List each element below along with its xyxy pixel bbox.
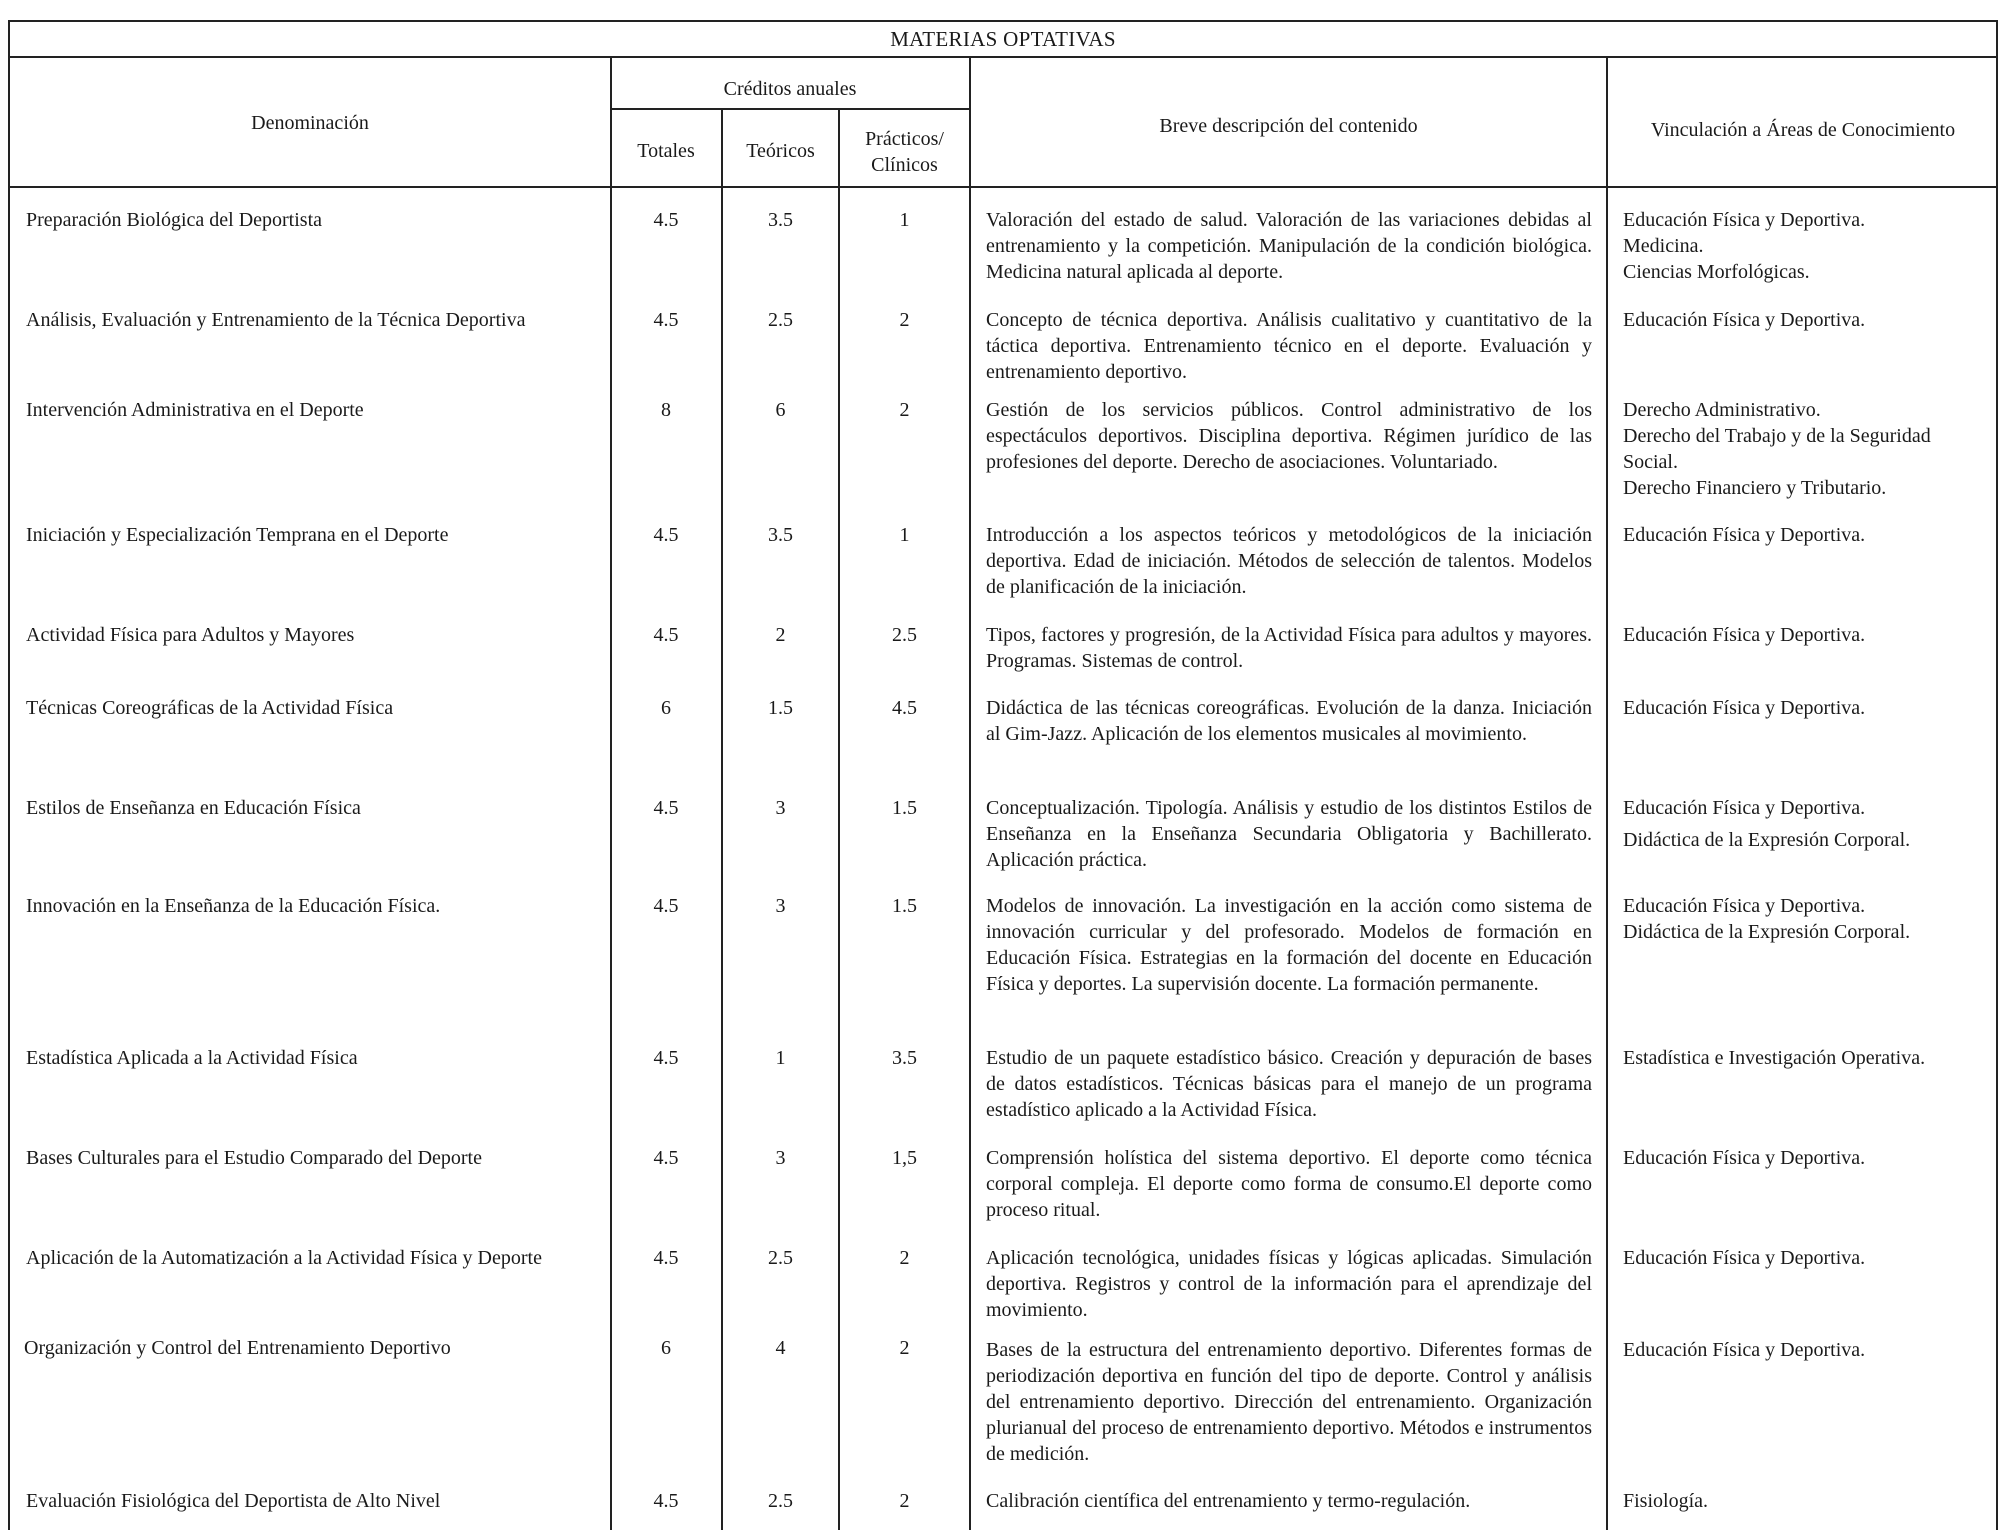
row-areas [1623,307,1993,333]
row-teoricos: 1 [775,1047,786,1069]
row-practicos: 2 [899,399,910,421]
row-name: Bases Culturales para el Estudio Comparado del Deporte [26,1147,482,1169]
row-totales: 4.5 [653,624,679,646]
row-areas [1623,1488,1993,1514]
row-description: Modelos de innovación. La investigación en la acción como sistema de innovación curricular y del profesorado. Modelos de formación en Educación Física. Estrategias en la formación del docente en Educación Física y deportes. La supervisión docente. La formación permanente. [986,895,1592,995]
row-teoricos: 3 [775,797,786,819]
row-areas [1623,622,1993,648]
header-practicos [840,126,969,178]
row-totales: 4.5 [653,524,679,546]
row-totales: 4.5 [653,1147,679,1169]
row-name: Estadística Aplicada a la Actividad Física [26,1047,358,1069]
row-name: Estilos de Enseñanza en Educación Física [26,797,361,819]
area-item: Ciencias Morfológicas. [1623,261,1810,283]
row-totales: 4.5 [653,797,679,819]
header-creditos: Créditos anuales [723,78,857,100]
header-totales: Totales [637,140,695,162]
header-denominacion: Denominación [251,112,369,134]
row-areas [1623,893,1993,945]
row-practicos: 1 [899,524,910,546]
row-practicos: 1 [899,209,910,231]
area-item: Social. [1623,451,1678,473]
col-divider-4 [969,56,971,1530]
row-totales: 4.5 [653,895,679,917]
row-description: Conceptualización. Tipología. Análisis y estudio de los distintos Estilos de Enseñanza en la Enseñanza Secundaria Obligatoria y Bachillerato. Aplicación práctica. [986,797,1592,871]
row-practicos: 2 [899,1337,910,1359]
row-areas [1623,795,1993,853]
row-name: Técnicas Coreográficas de la Actividad Física [26,697,394,719]
area-item: Derecho del Trabajo y de la Seguridad [1623,425,1931,447]
row-practicos: 2 [899,1490,910,1512]
area-item: Educación Física y Deportiva. [1623,209,1866,231]
row-practicos: 1,5 [892,1147,917,1169]
row-name: Actividad Física para Adultos y Mayores [26,624,355,646]
row-teoricos: 1.5 [768,697,793,719]
row-teoricos: 2.5 [768,309,793,331]
area-item: Educación Física y Deportiva. [1623,524,1866,546]
area-item: Didáctica de la Expresión Corporal. [1623,829,1911,851]
area-item: Derecho Administrativo. [1623,399,1821,421]
row-description: Calibración científica del entrenamiento y termo-regulación. [986,1490,1471,1512]
area-item: Educación Física y Deportiva. [1623,697,1866,719]
area-item: Educación Física y Deportiva. [1623,797,1866,819]
header-descripcion: Breve descripción del contenido [1159,115,1418,137]
row-teoricos: 3.5 [768,209,793,231]
row-description: Bases de la estructura del entrenamiento deportivo. Diferentes formas de periodización deportiva en función del tipo de deporte. Control y análisis del entrenamiento deportivo. Dirección del entrenamiento. Organización plurianual del proceso de entrenamiento deportivo. Métodos e instrumentos de medición. [986,1339,1592,1465]
row-teoricos: 2 [775,624,786,646]
creditos-divider [611,108,970,110]
row-areas [1623,1145,1993,1171]
area-item: Educación Física y Deportiva. [1623,309,1866,331]
row-practicos: 1.5 [892,797,917,819]
row-teoricos: 4 [775,1337,786,1359]
row-name: Organización y Control del Entrenamiento Deportivo [24,1337,451,1359]
row-practicos: 2 [899,1247,910,1269]
area-item: Educación Física y Deportiva. [1623,895,1866,917]
row-areas [1623,397,1993,501]
row-name: Análisis, Evaluación y Entrenamiento de la Técnica Deportiva [26,309,526,331]
area-item: Educación Física y Deportiva. [1623,1339,1866,1361]
row-practicos: 2.5 [892,624,917,646]
row-teoricos: 6 [775,399,786,421]
row-totales: 4.5 [653,1047,679,1069]
col-divider-5 [1606,56,1608,1530]
row-name: Intervención Administrativa en el Deporte [26,399,364,421]
header-vinculacion: Vinculación a Áreas de Conocimiento [1650,119,1956,141]
row-name: Aplicación de la Automatización a la Actividad Física y Deporte [26,1247,542,1269]
row-name: Innovación en la Enseñanza de la Educación Física. [26,895,441,917]
row-practicos: 4.5 [892,697,917,719]
header-bottom-divider [8,186,1998,188]
area-item: Didáctica de la Expresión Corporal. [1623,921,1911,943]
row-practicos: 1.5 [892,895,917,917]
row-description: Valoración del estado de salud. Valoración de las variaciones debidas al entrenamiento y la competición. Manipulación de la condición biológica. Medicina natural aplicada al deporte. [986,209,1592,283]
row-teoricos: 2.5 [768,1247,793,1269]
row-description: Gestión de los servicios públicos. Control administrativo de los espectáculos deportivos. Disciplina deportiva. Régimen jurídico de las profesiones del deporte. Derecho de asociaciones. Voluntariado. [986,399,1592,473]
row-areas [1623,1245,1993,1271]
row-teoricos: 3 [775,895,786,917]
row-totales: 6 [661,1337,671,1359]
row-totales: 8 [661,399,671,421]
row-teoricos: 3 [775,1147,786,1169]
header-teoricos: Teóricos [746,140,815,162]
area-item: Medicina. [1623,235,1704,257]
row-areas [1623,207,1993,285]
header-practicos-line2: Clínicos [871,154,938,176]
area-item: Educación Física y Deportiva. [1623,1147,1866,1169]
row-areas [1623,522,1993,548]
row-teoricos: 2.5 [768,1490,793,1512]
area-item: Estadística e Investigación Operativa. [1623,1047,1926,1069]
row-teoricos: 3.5 [768,524,793,546]
row-practicos: 2 [899,309,910,331]
row-totales: 4.5 [653,1490,679,1512]
col-divider-1 [610,56,612,1530]
row-description: Comprensión holística del sistema deportivo. El deporte como técnica corporal compleja. El deporte como forma de consumo.El deporte como proceso ritual. [986,1147,1592,1221]
row-areas [1623,1045,1993,1071]
row-totales: 4.5 [653,209,679,231]
row-description: Introducción a los aspectos teóricos y metodológicos de la iniciación deportiva. Edad de iniciación. Métodos de selección de talentos. Modelos de planificación de la iniciación. [986,524,1592,598]
row-totales: 4.5 [653,309,679,331]
row-description: Tipos, factores y progresión, de la Actividad Física para adultos y mayores. Programas. Sistemas de control. [986,624,1592,672]
row-areas [1623,1337,1993,1363]
area-item: Derecho Financiero y Tributario. [1623,477,1887,499]
row-practicos: 3.5 [892,1047,917,1069]
row-description: Estudio de un paquete estadístico básico. Creación y depuración de bases de datos estadísticos. Técnicas básicas para el manejo de un programa estadístico aplicado a la Actividad Física. [986,1047,1592,1121]
header-practicos-line1: Prácticos/ [865,128,944,150]
row-description: Aplicación tecnológica, unidades físicas y lógicas aplicadas. Simulación deportiva. Registros y control de la información para el aprendizaje del movimiento. [986,1247,1592,1321]
row-name: Iniciación y Especialización Temprana en el Deporte [26,524,449,546]
table-title: MATERIAS OPTATIVAS [890,27,1116,51]
title-divider [8,56,1998,58]
row-totales: 4.5 [653,1247,679,1269]
row-description: Concepto de técnica deportiva. Análisis cualitativo y cuantitativo de la táctica deportiva. Entrenamiento técnico en el deporte. Evaluación y entrenamiento deportivo. [986,309,1592,383]
row-name: Preparación Biológica del Deportista [26,209,323,231]
row-totales: 6 [661,697,671,719]
row-description: Didáctica de las técnicas coreográficas. Evolución de la danza. Iniciación al Gim-Jazz. Aplicación de los elementos musicales al movimiento. [986,697,1592,745]
row-areas [1623,695,1993,721]
row-name: Evaluación Fisiológica del Deportista de Alto Nivel [26,1490,441,1512]
area-item: Fisiología. [1623,1490,1709,1512]
area-item: Educación Física y Deportiva. [1623,1247,1866,1269]
area-item: Educación Física y Deportiva. [1623,624,1866,646]
